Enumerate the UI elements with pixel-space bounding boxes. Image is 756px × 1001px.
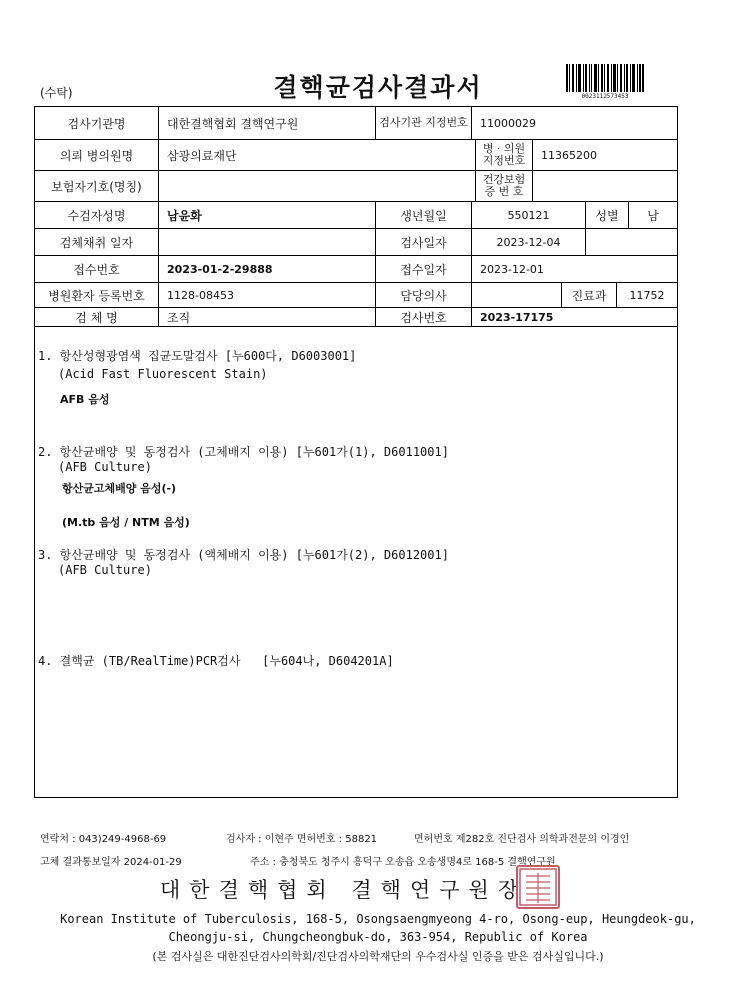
result-4-title: 4. 결핵균 (TB/RealTime)PCR검사 [누604나, D604201A] [38,654,394,668]
test-date: 2023-12-04 [471,228,586,256]
lab-name-label: 검사기관명 [34,106,159,140]
result-1-subtitle: (Acid Fast Fluorescent Stain) [58,367,268,381]
organization-name: 대한결핵협회 결핵연구원장 [160,878,528,902]
english-address-line2: Cheongju-si, Chungcheongbuk-do, 363-954, Republic of Korea [168,930,588,944]
health-ins-value [532,170,678,202]
receipt-no-label: 접수번호 [34,255,159,283]
clinic-id: 11365200 [532,139,678,171]
results-section [34,326,678,798]
official-seal [516,865,560,909]
barcode [566,64,644,92]
patient-reg: 1128-08453 [158,282,376,308]
health-ins-label: 건강보험 증 번 호 [475,170,533,202]
english-address-line1: Korean Institute of Tuberculosis, 168-5, Osongsaengmyeong 4-ro, Osong-eup, Heungdeok-gu, [60,912,696,926]
dob: 550121 [471,201,586,229]
insurance-label: 보험자기호(명칭) [34,170,159,202]
insurance-value [158,170,476,202]
sex-label: 성별 [585,201,629,229]
receipt-label: (수탁) [40,86,73,100]
patient-name-label: 수검자성명 [34,201,159,229]
doctor [471,282,562,308]
contact: 연락처 : 043)249-4968-69 [40,834,167,845]
receipt-date-label: 접수일자 [375,255,472,283]
lab-id: 11000029 [471,106,678,140]
lab-id-label: 검사기관 지정번호 [375,106,472,140]
specimen: 조직 [158,307,376,327]
test-date-extra [585,228,678,256]
lab-name: 대한결핵협회 결핵연구원 [158,106,376,140]
collect-date-label: 검체채취 일자 [34,228,159,256]
test-date-label: 검사일자 [375,228,472,256]
dept-label: 진료과 [561,282,617,308]
result-1-value: AFB 음성 [60,393,110,406]
sex: 남 [628,201,678,229]
dept: 11752 [616,282,678,308]
tester: 검사자 : 이현주 면허번호 : 58821 [226,834,378,845]
clinic-id-label: 병 · 의원 지정번호 [475,139,533,171]
document-title: 결핵균검사결과서 [273,73,483,102]
result-3-title: 3. 항산균배양 및 동정검사 (액체배지 이용) [누601가(2), D6012001] [38,548,449,562]
result-3-subtitle: (AFB Culture) [58,563,152,577]
request-org: 삼광의료재단 [158,139,476,171]
result-2-value: 항산균고체배양 음성(-) [62,482,177,495]
barcode-number: 0023112573453 [581,93,629,100]
collect-date [158,228,376,256]
receipt-date: 2023-12-01 [471,255,678,283]
request-org-label: 의뢰 병의원명 [34,139,159,171]
result-2-detail: (M.tb 음성 / NTM 음성) [62,516,190,529]
specimen-label: 검 체 명 [34,307,159,327]
patient-reg-label: 병원환자 등록번호 [34,282,159,308]
address: 주소 : 충청북도 청주시 흥덕구 오송읍 오송생명4로 168-5 결핵연구원 [250,857,556,868]
receipt-no: 2023-01-2-29888 [158,255,376,283]
test-no-label: 검사번호 [375,307,472,327]
patient-name: 남윤화 [158,201,376,229]
report-date: 고체 결과통보일자 2024-01-29 [40,857,182,868]
result-1-title: 1. 항산성형광염색 집균도말검사 [누600다, D6003001] [38,349,357,363]
result-2-title: 2. 항산균배양 및 동정검사 (고체배지 이용) [누601가(1), D6011001] [38,445,449,459]
doctor-label: 담당의사 [375,282,472,308]
test-no: 2023-17175 [471,307,678,327]
license: 면허번호 제282호 진단검사 의학과전문의 이경인 [414,834,630,845]
result-2-subtitle: (AFB Culture) [58,460,152,474]
certification-note: (본 검사실은 대한진단검사의학회/진단검사의학재단의 우수검사실 인증을 받은 검사실입니다.) [152,950,604,963]
dob-label: 생년월일 [375,201,472,229]
